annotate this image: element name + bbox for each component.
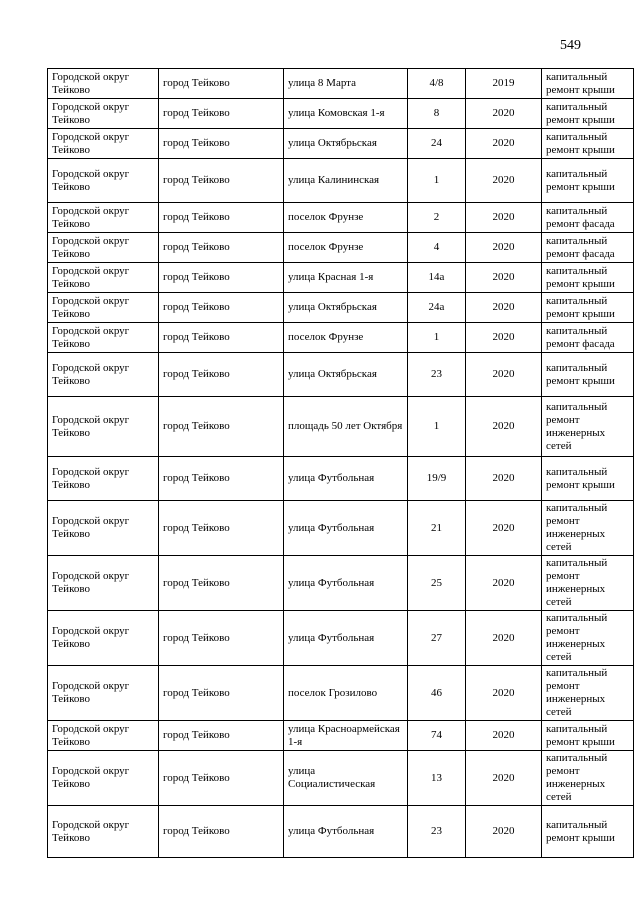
municipality-cell: Городской округ Тейково	[48, 99, 159, 129]
table-body	[48, 69, 634, 858]
table-row	[48, 611, 634, 666]
registry-table	[47, 68, 634, 858]
work-type-cell: капитальный ремонт фасада	[542, 203, 634, 233]
table-row	[48, 129, 634, 159]
street-cell: улица Калининская	[284, 159, 408, 203]
table-row	[48, 203, 634, 233]
house-number-cell: 24а	[408, 293, 466, 323]
city-cell: город Тейково	[159, 353, 284, 397]
year-cell: 2020	[466, 611, 542, 666]
year-cell: 2020	[466, 806, 542, 858]
city-cell: город Тейково	[159, 611, 284, 666]
table-row	[48, 501, 634, 556]
municipality-cell: Городской округ Тейково	[48, 323, 159, 353]
house-number-cell: 19/9	[408, 457, 466, 501]
year-cell: 2020	[466, 203, 542, 233]
city-cell: город Тейково	[159, 159, 284, 203]
city-cell: город Тейково	[159, 293, 284, 323]
city-cell: город Тейково	[159, 203, 284, 233]
municipality-cell: Городской округ Тейково	[48, 203, 159, 233]
year-cell: 2020	[466, 353, 542, 397]
street-cell: поселок Фрунзе	[284, 203, 408, 233]
street-cell: улица Футбольная	[284, 457, 408, 501]
year-cell: 2019	[466, 69, 542, 99]
street-cell: улица Красная 1-я	[284, 263, 408, 293]
work-type-cell: капитальный ремонт инженерных сетей	[542, 397, 634, 457]
municipality-cell: Городской округ Тейково	[48, 233, 159, 263]
city-cell: город Тейково	[159, 233, 284, 263]
work-type-cell: капитальный ремонт крыши	[542, 721, 634, 751]
house-number-cell: 14а	[408, 263, 466, 293]
work-type-cell: капитальный ремонт крыши	[542, 69, 634, 99]
year-cell: 2020	[466, 159, 542, 203]
street-cell: улица Комовская 1-я	[284, 99, 408, 129]
city-cell: город Тейково	[159, 751, 284, 806]
municipality-cell: Городской округ Тейково	[48, 69, 159, 99]
year-cell: 2020	[466, 129, 542, 159]
work-type-cell: капитальный ремонт крыши	[542, 353, 634, 397]
city-cell: город Тейково	[159, 323, 284, 353]
street-cell: улица Футбольная	[284, 611, 408, 666]
street-cell: поселок Фрунзе	[284, 323, 408, 353]
table-row	[48, 397, 634, 457]
municipality-cell: Городской округ Тейково	[48, 806, 159, 858]
city-cell: город Тейково	[159, 99, 284, 129]
municipality-cell: Городской округ Тейково	[48, 501, 159, 556]
year-cell: 2020	[466, 323, 542, 353]
street-cell: улица Октябрьская	[284, 129, 408, 159]
year-cell: 2020	[466, 457, 542, 501]
street-cell: поселок Фрунзе	[284, 233, 408, 263]
municipality-cell: Городской округ Тейково	[48, 129, 159, 159]
work-type-cell: капитальный ремонт инженерных сетей	[542, 611, 634, 666]
work-type-cell: капитальный ремонт инженерных сетей	[542, 666, 634, 721]
table-row	[48, 233, 634, 263]
table-row	[48, 721, 634, 751]
street-cell: улица Футбольная	[284, 806, 408, 858]
house-number-cell: 4/8	[408, 69, 466, 99]
house-number-cell: 1	[408, 159, 466, 203]
municipality-cell: Городской округ Тейково	[48, 721, 159, 751]
house-number-cell: 25	[408, 556, 466, 611]
city-cell: город Тейково	[159, 457, 284, 501]
table-row	[48, 806, 634, 858]
city-cell: город Тейково	[159, 69, 284, 99]
municipality-cell: Городской округ Тейково	[48, 457, 159, 501]
street-cell: улица Октябрьская	[284, 293, 408, 323]
table-row	[48, 263, 634, 293]
year-cell: 2020	[466, 397, 542, 457]
house-number-cell: 21	[408, 501, 466, 556]
municipality-cell: Городской округ Тейково	[48, 397, 159, 457]
house-number-cell: 24	[408, 129, 466, 159]
municipality-cell: Городской округ Тейково	[48, 159, 159, 203]
street-cell: улица Футбольная	[284, 501, 408, 556]
table-row	[48, 457, 634, 501]
street-cell: улица Футбольная	[284, 556, 408, 611]
house-number-cell: 2	[408, 203, 466, 233]
table-row	[48, 293, 634, 323]
house-number-cell: 1	[408, 323, 466, 353]
municipality-cell: Городской округ Тейково	[48, 751, 159, 806]
year-cell: 2020	[466, 666, 542, 721]
year-cell: 2020	[466, 751, 542, 806]
table-row	[48, 353, 634, 397]
year-cell: 2020	[466, 99, 542, 129]
street-cell: улица Социалистическая	[284, 751, 408, 806]
table-row	[48, 751, 634, 806]
house-number-cell: 23	[408, 353, 466, 397]
work-type-cell: капитальный ремонт крыши	[542, 293, 634, 323]
house-number-cell: 46	[408, 666, 466, 721]
street-cell: улица Октябрьская	[284, 353, 408, 397]
table-row	[48, 666, 634, 721]
city-cell: город Тейково	[159, 263, 284, 293]
city-cell: город Тейково	[159, 806, 284, 858]
municipality-cell: Городской округ Тейково	[48, 611, 159, 666]
street-cell: улица 8 Марта	[284, 69, 408, 99]
year-cell: 2020	[466, 293, 542, 323]
house-number-cell: 74	[408, 721, 466, 751]
year-cell: 2020	[466, 556, 542, 611]
table-row	[48, 323, 634, 353]
page-number: 549	[560, 38, 581, 53]
table-row	[48, 159, 634, 203]
street-cell: поселок Грозилово	[284, 666, 408, 721]
house-number-cell: 1	[408, 397, 466, 457]
work-type-cell: капитальный ремонт крыши	[542, 263, 634, 293]
street-cell: площадь 50 лет Октября	[284, 397, 408, 457]
work-type-cell: капитальный ремонт фасада	[542, 323, 634, 353]
city-cell: город Тейково	[159, 666, 284, 721]
table-row	[48, 556, 634, 611]
work-type-cell: капитальный ремонт крыши	[542, 99, 634, 129]
work-type-cell: капитальный ремонт фасада	[542, 233, 634, 263]
house-number-cell: 27	[408, 611, 466, 666]
municipality-cell: Городской округ Тейково	[48, 353, 159, 397]
table-row	[48, 69, 634, 99]
municipality-cell: Городской округ Тейково	[48, 666, 159, 721]
year-cell: 2020	[466, 233, 542, 263]
year-cell: 2020	[466, 263, 542, 293]
house-number-cell: 8	[408, 99, 466, 129]
year-cell: 2020	[466, 501, 542, 556]
house-number-cell: 4	[408, 233, 466, 263]
work-type-cell: капитальный ремонт инженерных сетей	[542, 501, 634, 556]
work-type-cell: капитальный ремонт крыши	[542, 129, 634, 159]
street-cell: улица Красноармейская 1-я	[284, 721, 408, 751]
work-type-cell: капитальный ремонт инженерных сетей	[542, 751, 634, 806]
municipality-cell: Городской округ Тейково	[48, 293, 159, 323]
table-row	[48, 99, 634, 129]
work-type-cell: капитальный ремонт крыши	[542, 457, 634, 501]
municipality-cell: Городской округ Тейково	[48, 556, 159, 611]
house-number-cell: 13	[408, 751, 466, 806]
city-cell: город Тейково	[159, 721, 284, 751]
work-type-cell: капитальный ремонт крыши	[542, 806, 634, 858]
work-type-cell: капитальный ремонт крыши	[542, 159, 634, 203]
year-cell: 2020	[466, 721, 542, 751]
city-cell: город Тейково	[159, 397, 284, 457]
house-number-cell: 23	[408, 806, 466, 858]
work-type-cell: капитальный ремонт инженерных сетей	[542, 556, 634, 611]
municipality-cell: Городской округ Тейково	[48, 263, 159, 293]
city-cell: город Тейково	[159, 501, 284, 556]
city-cell: город Тейково	[159, 129, 284, 159]
city-cell: город Тейково	[159, 556, 284, 611]
